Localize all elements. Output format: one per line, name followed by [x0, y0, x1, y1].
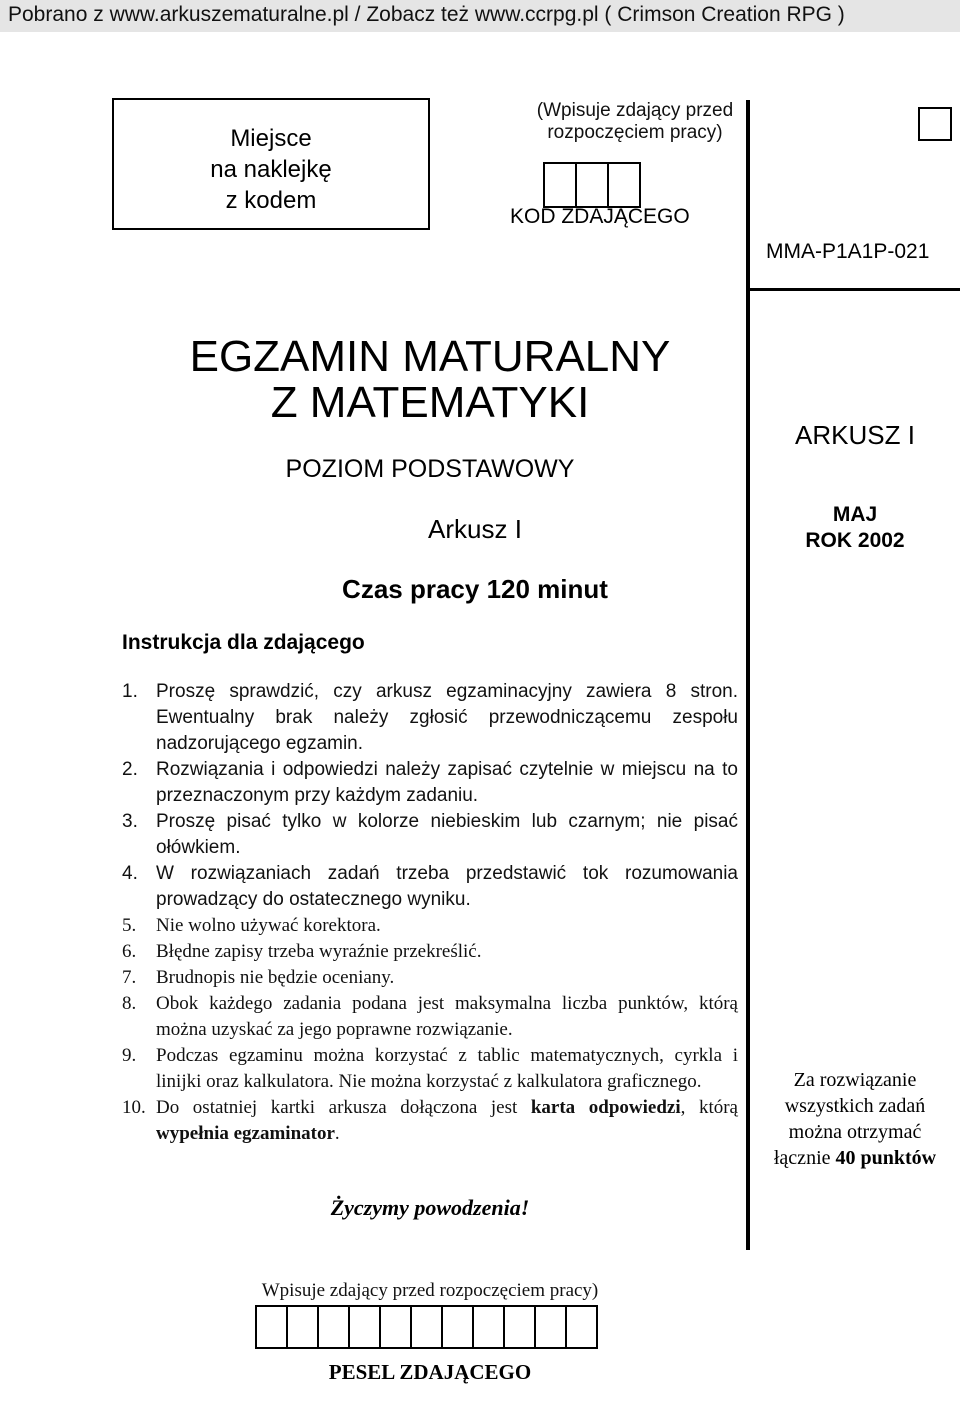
- instruction-item: [122, 913, 738, 939]
- exam-date: [750, 502, 960, 554]
- item-text: Nie wolno używać korektora.: [156, 915, 381, 936]
- item-text: Podczas egzaminu można korzystać z tablic matematycznych, cyrkla i linijki oraz kalkulatora. Nie można korzystać z kalkulatora graficznego.: [156, 1045, 738, 1092]
- item-number: 6.: [122, 941, 137, 962]
- points-note: [750, 1067, 960, 1171]
- pesel-digit-box[interactable]: [534, 1305, 567, 1349]
- candidate-code-label: KOD ZDAJĄCEGO: [510, 205, 690, 228]
- pesel-digit-box[interactable]: [410, 1305, 443, 1349]
- pesel-digit-box[interactable]: [565, 1305, 598, 1349]
- instruction-item: [122, 1043, 738, 1095]
- points-line: wszystkich zadań: [784, 1095, 926, 1117]
- item-number: 4.: [122, 863, 138, 884]
- pesel-label: PESEL ZDAJĄCEGO: [328, 1360, 532, 1384]
- exam-month: MAJ: [832, 503, 878, 526]
- pesel-digit-box[interactable]: [503, 1305, 536, 1349]
- item-text: Proszę pisać tylko w kolorze niebieskim lub czarnym; nie pisać ołówkiem.: [156, 811, 738, 858]
- note-line: (Wpisuje zdający przed: [536, 100, 734, 121]
- side-sheet-label: ARKUSZ I: [795, 420, 915, 450]
- item-number: 3.: [122, 811, 138, 832]
- item-number: 7.: [122, 967, 137, 988]
- points-total: 40 punktów: [835, 1147, 937, 1169]
- candidate-code-note: [490, 100, 780, 144]
- item-text: W rozwiązaniach zadań trzeba przedstawić tok rozumowania prowadzący do ostatecznego wyniku.: [156, 863, 738, 910]
- instruction-item: [122, 679, 738, 757]
- item-text: Brudnopis nie będzie oceniany.: [156, 967, 395, 988]
- code-digit-box[interactable]: [607, 162, 641, 208]
- sticker-line: na naklejkę: [210, 156, 332, 183]
- sticker-line: Miejsce: [230, 125, 312, 152]
- instruction-item: [122, 991, 738, 1043]
- exam-year: ROK 2002: [805, 529, 905, 552]
- points-line: można otrzymać: [788, 1121, 922, 1143]
- right-divider: [746, 288, 960, 291]
- code-digit-box[interactable]: [543, 162, 577, 208]
- item-number: 8.: [122, 993, 137, 1014]
- points-line-text: łącznie: [773, 1147, 836, 1169]
- item-text-part: , którą: [680, 1097, 738, 1118]
- exam-title: EGZAMIN MATURALNY: [189, 332, 671, 381]
- points-line: Za rozwiązanie: [793, 1069, 917, 1091]
- item-text-bold: karta odpowiedzi: [530, 1097, 681, 1118]
- exam-subject: Z MATEMATYKI: [270, 378, 590, 427]
- item-number: 10.: [122, 1097, 146, 1118]
- corner-checkbox[interactable]: [918, 107, 952, 141]
- sticker-line: z kodem: [225, 187, 317, 214]
- code-digit-box[interactable]: [575, 162, 609, 208]
- item-number: 9.: [122, 1045, 137, 1066]
- note-line: rozpoczęciem pracy): [547, 122, 723, 143]
- pesel-boxes[interactable]: [255, 1305, 596, 1349]
- pesel-digit-box[interactable]: [441, 1305, 474, 1349]
- instruction-item: [122, 965, 738, 991]
- pesel-digit-box[interactable]: [379, 1305, 412, 1349]
- sheet-label: Arkusz I: [428, 514, 522, 544]
- item-text-bold: wypełnia egzaminator: [156, 1123, 335, 1144]
- pesel-digit-box[interactable]: [472, 1305, 505, 1349]
- sticker-box: [112, 98, 430, 230]
- points-line: [750, 1145, 960, 1171]
- pesel-digit-box[interactable]: [286, 1305, 319, 1349]
- good-luck-message: Życzymy powodzenia!: [330, 1195, 530, 1220]
- pesel-digit-box[interactable]: [317, 1305, 350, 1349]
- sticker-label: [114, 100, 428, 216]
- item-text: Obok każdego zadania podana jest maksymalna liczba punktów, którą można uzyskać za jego poprawne rozwiązanie.: [156, 993, 738, 1040]
- instruction-item: [122, 1095, 738, 1147]
- item-number: 5.: [122, 915, 137, 936]
- time-label: Czas pracy 120 minut: [342, 574, 608, 604]
- instruction-item: [122, 861, 738, 913]
- instruction-item: [122, 939, 738, 965]
- item-text: [156, 1095, 738, 1147]
- item-number: 2.: [122, 759, 138, 780]
- instruction-item: [122, 757, 738, 809]
- item-text: Błędne zapisy trzeba wyraźnie przekreślić.: [156, 941, 482, 962]
- instructions-list: [122, 679, 738, 1147]
- item-number: 1.: [122, 681, 138, 702]
- item-text: Rozwiązania i odpowiedzi należy zapisać czytelnie w miejscu na to przeznaczonym przy każdym zadaniu.: [156, 759, 738, 806]
- item-text-part: .: [334, 1123, 340, 1144]
- pesel-digit-box[interactable]: [255, 1305, 288, 1349]
- banner-text: Pobrano z www.arkuszematuralne.pl / Zobacz też www.ccrpg.pl ( Crimson Creation RPG ): [8, 3, 845, 26]
- instructions-title: Instrukcja dla zdającego: [122, 631, 365, 654]
- item-text-part: Do ostatniej kartki arkusza dołączona jest: [156, 1097, 531, 1118]
- pesel-digit-box[interactable]: [348, 1305, 381, 1349]
- exam-code: MMA-P1A1P-021: [766, 240, 930, 263]
- pesel-note: Wpisuje zdający przed rozpoczęciem pracy): [261, 1280, 599, 1301]
- item-text: Proszę sprawdzić, czy arkusz egzaminacyjny zawiera 8 stron. Ewentualny brak należy zgłosić przewodniczącemu zespołu nadzorującego egzamin.: [156, 681, 738, 754]
- instruction-item: [122, 809, 738, 861]
- exam-level: POZIOM PODSTAWOWY: [285, 455, 575, 483]
- candidate-code-boxes[interactable]: [543, 162, 639, 206]
